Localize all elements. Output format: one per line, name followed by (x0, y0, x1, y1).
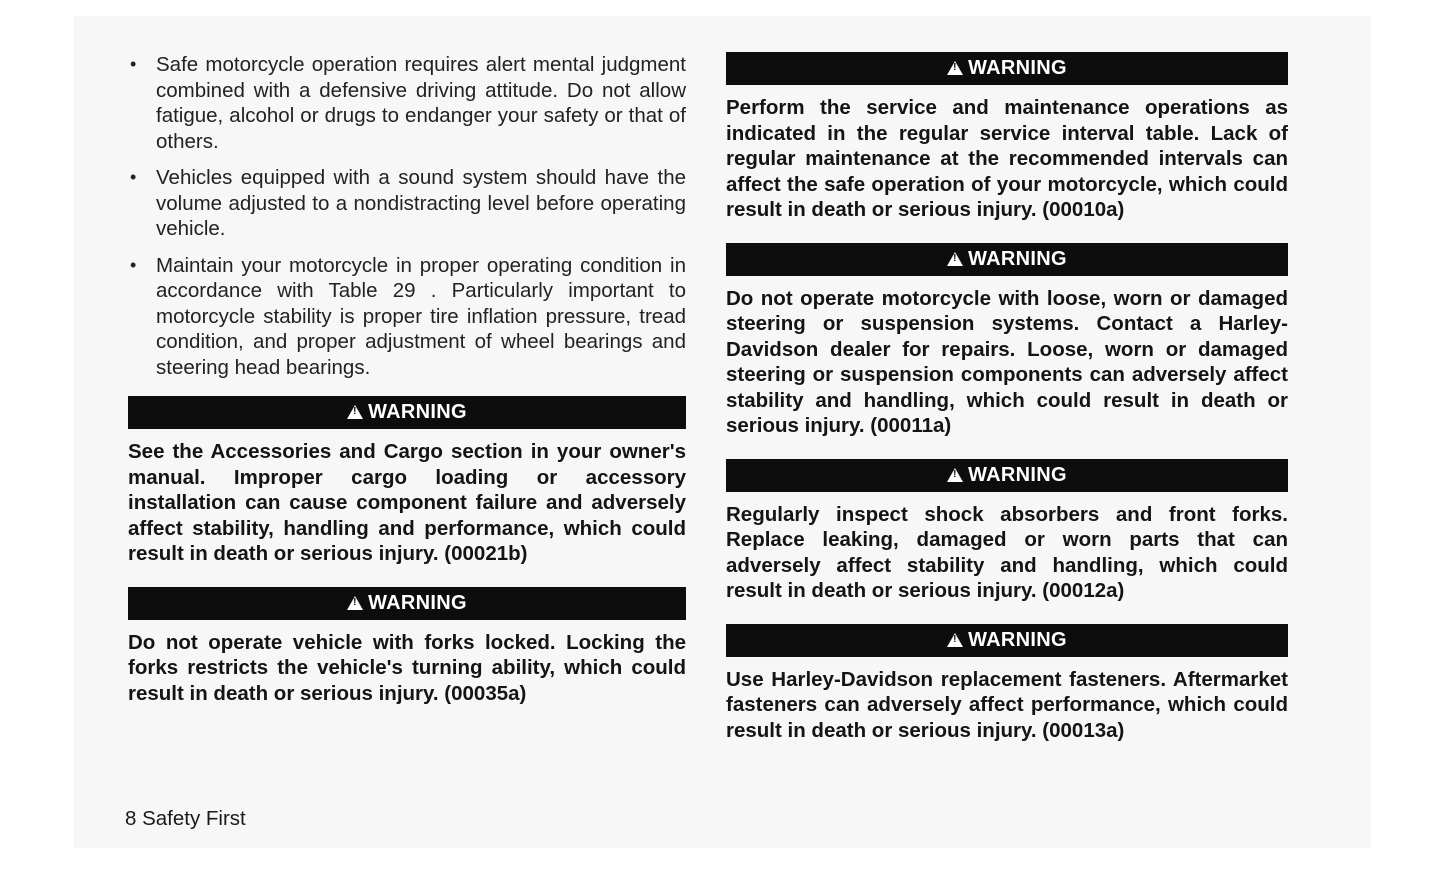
warning-block (726, 243, 1288, 439)
warning-banner (726, 459, 1288, 492)
warning-triangle-icon (947, 468, 963, 482)
warning-text: Perform the service and maintenance operations as indicated in the regular service interval table. Lack of regular maintenance at the recommended intervals can affect the safe operation of your motorcycle, which could result in death or serious injury. (00010a) (726, 96, 1288, 221)
warning-banner (726, 243, 1288, 276)
warning-label: WARNING (968, 57, 1067, 79)
warning-block (726, 624, 1288, 744)
left-column (128, 52, 686, 726)
warning-block (726, 459, 1288, 604)
warning-text: Do not operate vehicle with forks locked. Locking the forks restricts the vehicle's turning ability, which could result in death or serious injury. (00035a) (128, 630, 686, 705)
warning-triangle-icon (947, 633, 963, 647)
safety-bullet-list (128, 52, 686, 380)
warning-banner (128, 396, 686, 429)
warning-text: Regularly inspect shock absorbers and front forks. Replace leaking, damaged or worn parts that can adversely affect stability and handling, which could result in death or serious injury. (00012a) (726, 502, 1288, 602)
warning-triangle-icon (947, 252, 963, 266)
warning-text: Use Harley-Davidson replacement fasteners. Aftermarket fasteners can adversely affect performance, which could result in death or serious injury. (00013a) (726, 667, 1288, 742)
warning-label: WARNING (968, 247, 1067, 270)
warning-block (726, 52, 1288, 223)
warning-label: WARNING (968, 628, 1067, 651)
warning-text: See the Accessories and Cargo section in your owner's manual. Improper cargo loading or accessory installation can cause component failure and adversely affect stability, handling and performance, which could result in death or serious injury. (00021b) (128, 440, 686, 565)
warning-banner (726, 624, 1288, 657)
warning-banner (128, 587, 686, 620)
warning-label: WARNING (968, 463, 1067, 486)
warning-block (128, 396, 686, 567)
warning-triangle-icon (347, 596, 363, 610)
page-footer: 8 Safety First (125, 807, 246, 830)
right-column (726, 52, 1288, 763)
warning-triangle-icon (347, 405, 363, 419)
list-item: • Maintain your motorcycle in proper operating condition in accordance with Table 29 . Particularly important to motorcycle stability is proper tire inflation pressure, tread condition, and proper adjustment of wheel bearings and steering head bearings. (128, 253, 686, 381)
warning-label: WARNING (368, 401, 467, 423)
warning-banner (726, 52, 1288, 85)
list-item: • Vehicles equipped with a sound system should have the volume adjusted to a nondistracting level before operating vehicle. (128, 165, 686, 242)
warning-text: Do not operate motorcycle with loose, worn or damaged steering or suspension systems. Contact a Harley-Davidson dealer for repairs. Loose, worn or damaged steering or suspension components can adversely affect stability and handling, which could result in death or serious injury. (00011a) (726, 286, 1288, 437)
warning-triangle-icon (947, 61, 963, 75)
list-item: • Safe motorcycle operation requires alert mental judgment combined with a defensive driving attitude. Do not allow fatigue, alcohol or drugs to endanger your safety or that of others. (128, 52, 686, 154)
manual-page (74, 16, 1371, 848)
warning-block (128, 587, 686, 707)
warning-label: WARNING (368, 591, 467, 614)
